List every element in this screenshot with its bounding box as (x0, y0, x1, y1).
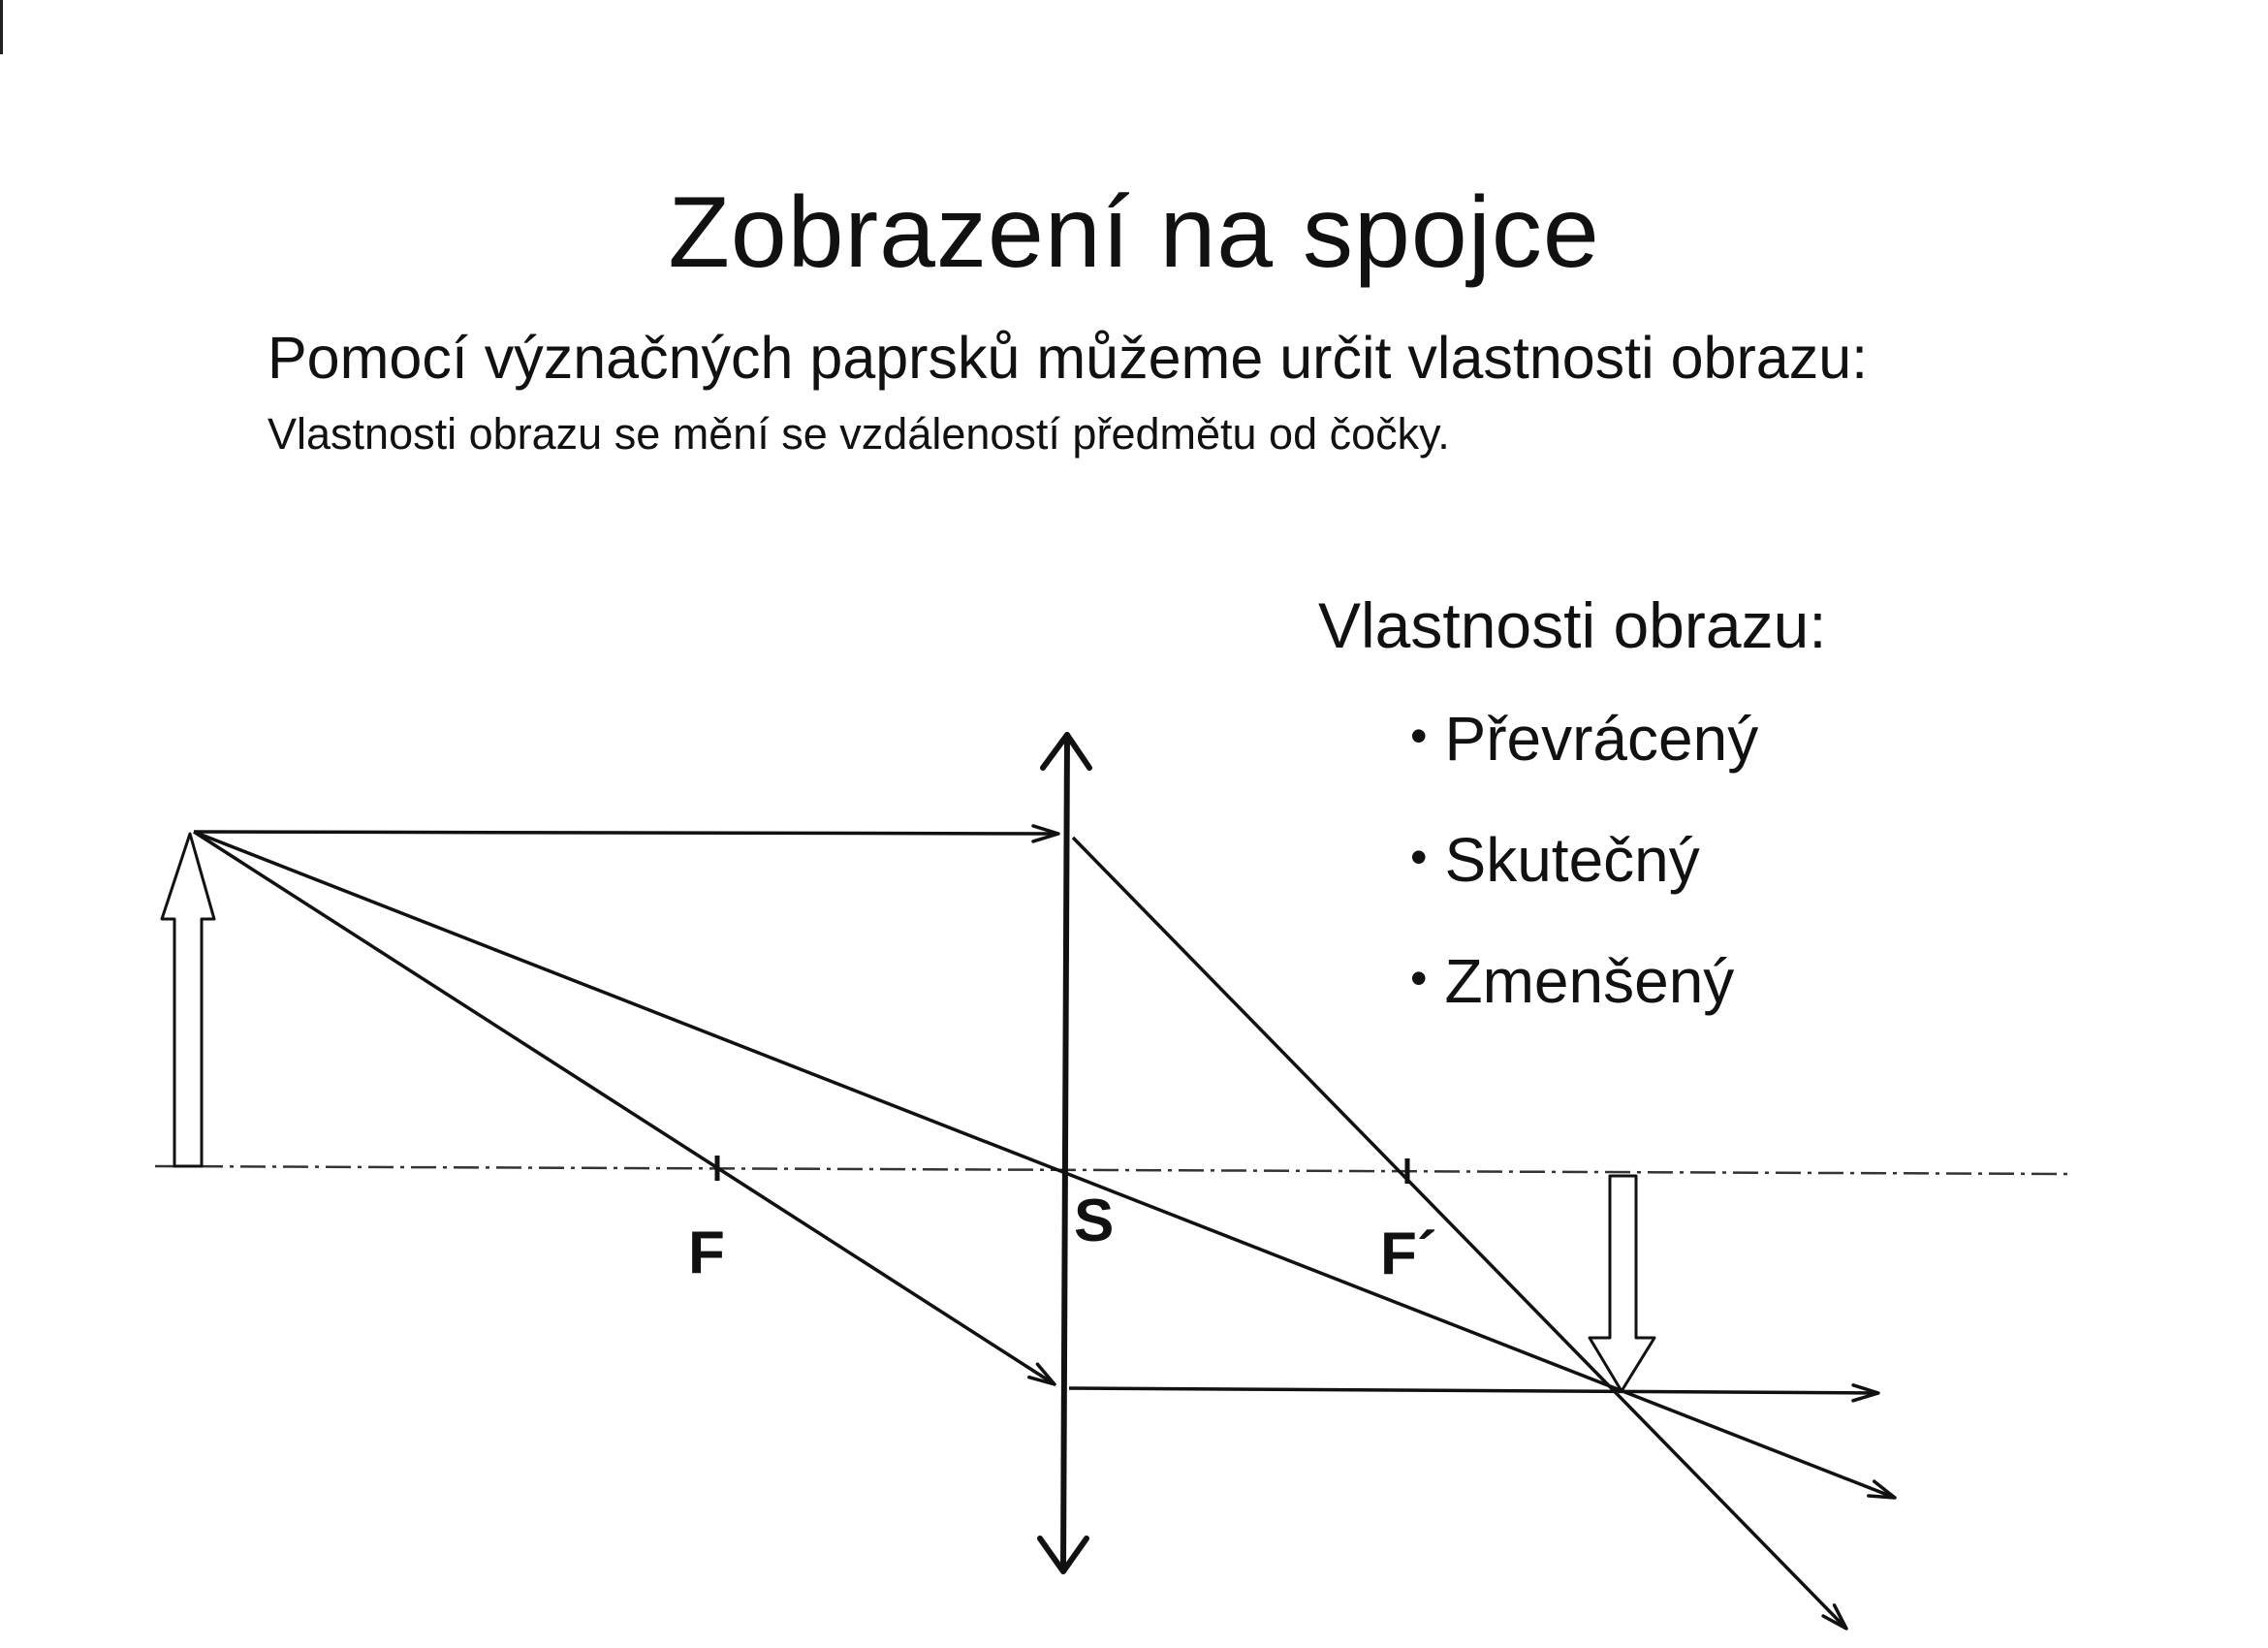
optical-axis (155, 1166, 2069, 1174)
property-label: Skutečný (1444, 825, 1700, 895)
properties-list (1410, 700, 1758, 1063)
subtitle: Pomocí význačných paprsků můžeme určit vlastnosti obrazu: (268, 325, 1869, 391)
object-arrow (162, 834, 214, 1166)
note-text: Vlastnosti obrazu se mění se vzdáleností předmětu od čočky. (268, 409, 1450, 459)
label-lens-center: S (1074, 1188, 1115, 1254)
label-focus-object-side: F (688, 1220, 725, 1286)
bullet-icon: • (1410, 709, 1428, 763)
property-label: Zmenšený (1444, 946, 1735, 1016)
property-item (1410, 942, 1758, 1025)
convex-lens (1040, 735, 1089, 1571)
property-label: Převrácený (1444, 704, 1759, 774)
bullet-icon: • (1410, 951, 1428, 1005)
property-item (1410, 821, 1758, 903)
label-focus-image-side: F´ (1380, 1220, 1437, 1287)
property-item (1410, 700, 1758, 782)
ray-parallel-incoming (194, 832, 1058, 834)
ray-focal-incoming (194, 832, 1055, 1384)
bullet-icon: • (1410, 830, 1428, 884)
ray-focal-refracted (1069, 1388, 1878, 1393)
image-arrow (1590, 1176, 1654, 1391)
page-title: Zobrazení na spojce (668, 176, 1600, 289)
properties-heading: Vlastnosti obrazu: (1318, 589, 1827, 661)
